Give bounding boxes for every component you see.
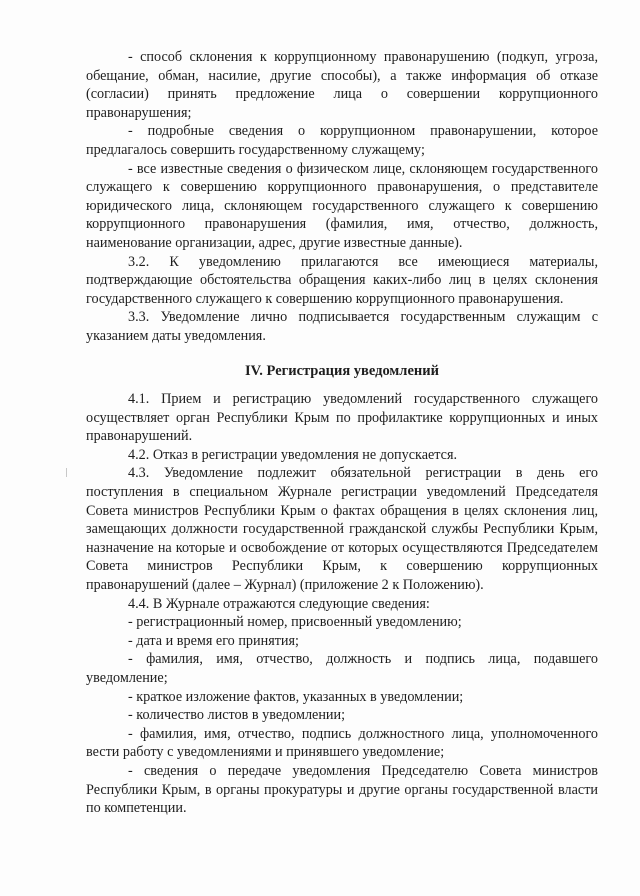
section-title: IV. Регистрация уведомлений: [245, 362, 439, 379]
paragraph-4-1: 4.1. Прием и регистрацию уведомлений государственного служащего осуществляет орган Республики Крым по профилактике коррупционных и иных правонарушений.: [86, 391, 598, 445]
paragraph-4-3: 4.3. Уведомление подлежит обязательной регистрации в день его поступления в специальном Журнале регистрации уведомлений Председателя Совета министров Республики Крым о фактах обращения в целях склонения лиц, замещающих должности государственной гражданской службы Республики Крым, назначение на которые и освобождение от которых осуществляются Председателем Совета министров Республики Крым, к совершению коррупционных правонарушений (далее – Журнал) (приложение 2 к Положению).: [86, 465, 598, 594]
list-item-date-time: - дата и время его принятия;: [128, 632, 299, 649]
scan-margin-mark: [66, 468, 67, 477]
paragraph-person-details: - все известные сведения о физическом лице, склоняющем государственного служащего к совершению коррупционного правонарушения, о представителе юридического лица, склоняющем государственного служащего к совершению коррупционного правонарушения (фамилия, имя, отчество, должность, наименование организации, адрес, другие известные данные).: [86, 160, 598, 251]
list-item-submitter: - фамилия, имя, отчество, должность и подпись лица, подавшего уведомление;: [86, 651, 598, 686]
paragraph-4-4: 4.4. В Журнале отражаются следующие сведения:: [128, 595, 430, 612]
paragraph-bribery-method: - способ склонения к коррупционному правонарушению (подкуп, угроза, обещание, обман, насилие, другие способы), а также информация об отказе (согласии) принять предложение лица о совершении коррупционного правонарушения;: [86, 49, 598, 121]
paragraph-offense-details: - подробные сведения о коррупционном правонарушении, которое предлагалось совершить государственному служащему;: [86, 123, 598, 158]
list-item-registration-number: - регистрационный номер, присвоенный уведомлению;: [128, 614, 462, 631]
list-item-official: - фамилия, имя, отчество, подпись должностного лица, уполномоченного вести работу с уведомлениями и принявшего уведомление;: [86, 725, 598, 761]
paragraph-3-2: 3.2. К уведомлению прилагаются все имеющиеся материалы, подтверждающие обстоятельства обращения каких-либо лиц в целях склонения государственного служащего к совершению коррупционного правонарушения.: [86, 253, 598, 307]
list-item-transfer: - сведения о передаче уведомления Председателю Совета министров Республики Крым, в органы прокуратуры и другие органы государственной власти по компетенции.: [86, 762, 598, 817]
list-item-summary: - краткое изложение фактов, указанных в уведомлении;: [128, 688, 464, 705]
paragraph-3-3: 3.3. Уведомление лично подписывается государственным служащим с указанием даты уведомления.: [86, 309, 598, 344]
list-item-sheet-count: - количество листов в уведомлении;: [128, 707, 346, 724]
paragraph-4-2: 4.2. Отказ в регистрации уведомления не допускается.: [128, 446, 458, 463]
